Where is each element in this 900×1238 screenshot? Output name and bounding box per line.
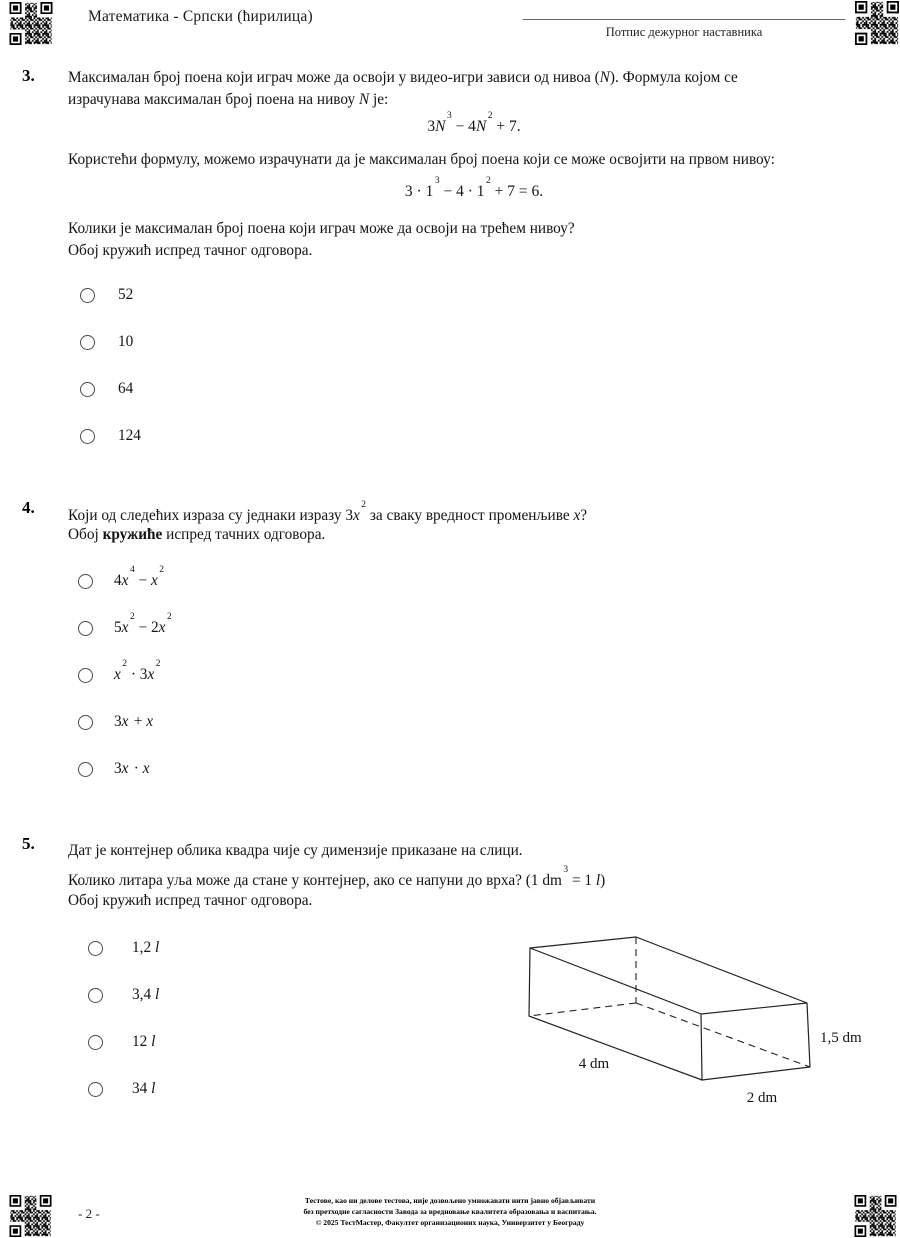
exam-title: Математика - Српски (ћирилица) xyxy=(88,8,313,25)
question-3-number: 3. xyxy=(22,66,35,85)
option-row xyxy=(78,611,172,637)
option-expression: $x^2 \cdot 3x^2$ xyxy=(114,658,161,684)
option-label: 64 xyxy=(118,380,134,397)
copyright-line-2: без претходне сагласности Завода за вредновање квалитета образовања и васпитања. xyxy=(303,1207,597,1216)
copyright-line-1: Тестове, као ни делове тестова, није дозвољено умножавати нити јавно објављивати xyxy=(304,1196,596,1205)
radio-circle[interactable] xyxy=(78,762,93,777)
radio-circle[interactable] xyxy=(88,988,103,1003)
radio-circle[interactable] xyxy=(80,288,95,303)
option-row xyxy=(78,760,151,778)
option-row xyxy=(78,713,155,731)
dimension-length-label: 4 dm xyxy=(578,1056,610,1072)
question-5-line1: Дат је контејнер облика квадра чије су димензије приказане на слици. xyxy=(68,842,523,859)
formula-level-1: $3 \cdot 1^3 - 4 \cdot 1^2 + 7 = 6$. xyxy=(404,176,544,201)
option-label: 3,4 l xyxy=(132,986,160,1003)
question-3-using-line: Користећи формулу, можемо израчунати да је максималан број поена који се може освојити на првом нивоу: xyxy=(68,151,775,168)
radio-circle[interactable] xyxy=(80,429,95,444)
option-label: 34 l xyxy=(132,1080,156,1097)
option-expression: $5x^2 - 2x^2$ xyxy=(114,611,172,637)
option-row xyxy=(80,427,141,445)
option-row xyxy=(80,286,133,304)
question-5-line2: Колико литара уља може да стане у контејнер, ако се напуни до врха? (1 $dm^3 = 1$ l) xyxy=(68,865,606,890)
question-5-number: 5. xyxy=(22,834,35,853)
option-row xyxy=(78,564,165,590)
question-3-intro: Максималан број поена који играч може да освоји у видео-игри зависи од нивоа (N). Формула којом се израчунава максималан број поена на нивоу N је: xyxy=(68,69,738,108)
option-row xyxy=(80,380,133,398)
question-3-instruction: Обој кружић испред тачног одговора. xyxy=(68,242,313,259)
option-row xyxy=(88,986,159,1004)
dimension-width-label: 2 dm xyxy=(746,1090,778,1106)
question-4-instruction: Обој кружиће испред тачних одговора. xyxy=(68,526,326,543)
question-4-number: 4. xyxy=(22,498,35,517)
option-row xyxy=(78,658,161,684)
qr-code-bottom-left xyxy=(8,1195,53,1237)
option-expression: $4x^4 - x^2$ xyxy=(114,564,165,590)
option-label: 52 xyxy=(118,286,134,303)
option-expression: 3x · x xyxy=(114,760,150,778)
copyright-line-3: © 2025 ТестМастер, Факултет организационих наука, Универзитет у Београду xyxy=(315,1218,585,1227)
option-row xyxy=(88,1033,155,1051)
signature-label: Потпис дежурног наставника xyxy=(605,25,763,39)
radio-circle[interactable] xyxy=(80,382,95,397)
radio-circle[interactable] xyxy=(78,668,93,683)
signature-line xyxy=(523,19,845,20)
option-label: 12 l xyxy=(132,1033,156,1050)
cuboid-figure xyxy=(490,920,900,1120)
dimension-height-label: 1,5 dm xyxy=(820,1030,862,1046)
option-label: 124 xyxy=(118,427,141,444)
question-5-instruction: Обој кружић испред тачног одговора. xyxy=(68,892,313,909)
formula-max-points: $3N^3 - 4N^2 + 7$. xyxy=(427,111,521,136)
option-label: 10 xyxy=(118,333,134,350)
option-row xyxy=(88,939,159,957)
question-4-title: Који од следећих израза су једнаки изразу $3x^2$ за сваку вредност променљиве x? xyxy=(68,500,588,525)
radio-circle[interactable] xyxy=(78,621,93,636)
qr-code-bottom-right xyxy=(853,1195,898,1237)
radio-circle[interactable] xyxy=(88,941,103,956)
radio-circle[interactable] xyxy=(88,1035,103,1050)
copyright-notice xyxy=(150,1195,750,1228)
page-number: - 2 - xyxy=(78,1206,100,1221)
radio-circle[interactable] xyxy=(78,574,93,589)
option-expression: 3x + x xyxy=(114,713,154,731)
option-row xyxy=(88,1080,155,1098)
radio-circle[interactable] xyxy=(78,715,93,730)
question-3-question: Колики је максималан број поена који играч може да освоји на трећем нивоу? xyxy=(68,220,575,237)
qr-code-top-left xyxy=(8,2,54,45)
qr-code-top-right xyxy=(855,1,899,45)
radio-circle[interactable] xyxy=(80,335,95,350)
option-row xyxy=(80,333,133,351)
radio-circle[interactable] xyxy=(88,1082,103,1097)
option-label: 1,2 l xyxy=(132,939,160,956)
